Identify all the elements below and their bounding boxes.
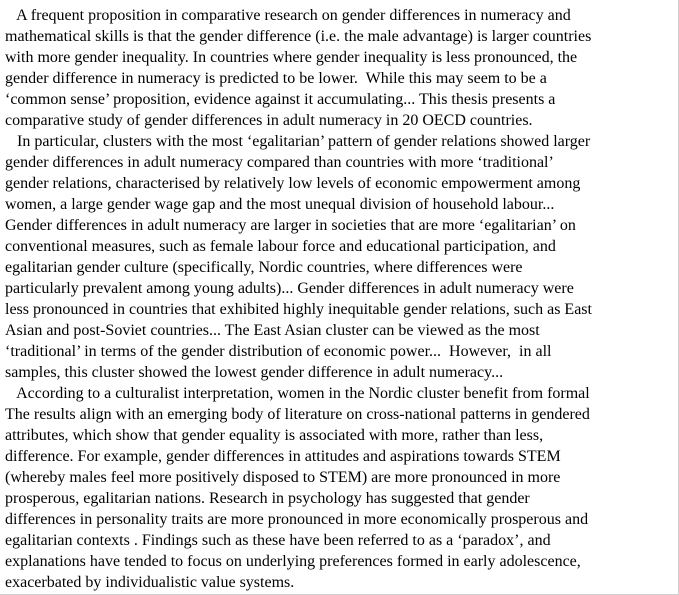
text-line: gender differences in adult numeracy compared than countries with more ‘traditional’ bbox=[5, 154, 554, 171]
text-line: explanations have tended to focus on underlying preferences formed in early adolescence, bbox=[5, 553, 581, 570]
text-line: egalitarian contexts . Findings such as these have been referred to as a ‘paradox’, and bbox=[5, 532, 551, 549]
text-line: According to a culturalist interpretation, women in the Nordic cluster benefit from formal bbox=[5, 385, 590, 402]
text-line: mathematical skills is that the gender difference (i.e. the male advantage) is larger countries bbox=[5, 28, 592, 45]
text-line: differences in personality traits are more pronounced in more economically prosperous and bbox=[5, 511, 589, 528]
text-line: ‘common sense’ proposition, evidence against it accumulating... This thesis presents a bbox=[5, 91, 556, 108]
text-line: Asian and post-Soviet countries... The East Asian cluster can be viewed as the most bbox=[5, 322, 540, 339]
text-line: The results align with an emerging body of literature on cross-national patterns in gendered bbox=[5, 406, 590, 423]
text-line: ‘traditional’ in terms of the gender distribution of economic power... However, in all bbox=[5, 343, 552, 360]
text-line: (whereby males feel more positively disposed to STEM) are more pronounced in more bbox=[5, 469, 561, 486]
text-line: particularly prevalent among young adults)... Gender differences in adult numeracy were bbox=[5, 280, 574, 297]
text-line: Gender differences in adult numeracy are larger in societies that are more ‘egalitarian’ on bbox=[5, 217, 576, 234]
text-line: comparative study of gender differences in adult numeracy in 20 OECD countries. bbox=[5, 112, 533, 129]
text-line: gender difference in numeracy is predicted to be lower. While this may seem to be a bbox=[5, 70, 547, 87]
text-line: conventional measures, such as female labour force and educational participation, and bbox=[5, 238, 556, 255]
text-line: gender relations, characterised by relatively low levels of economic empowerment among bbox=[5, 175, 581, 192]
text-line: difference. For example, gender differences in attitudes and aspirations towards STEM bbox=[5, 448, 561, 465]
text-line: with more gender inequality. In countries where gender inequality is less pronounced, the bbox=[5, 49, 578, 66]
text-line: attributes, which show that gender equality is associated with more, rather than less, bbox=[5, 427, 544, 444]
text-line: A frequent proposition in comparative research on gender differences in numeracy and bbox=[5, 7, 571, 24]
text-line: exacerbated by individualistic value systems. bbox=[5, 574, 295, 591]
text-line: women, a large gender wage gap and the most unequal division of household labour... bbox=[5, 196, 555, 213]
text-line: prosperous, egalitarian nations. Research in psychology has suggested that gender bbox=[5, 490, 530, 507]
text-line: In particular, clusters with the most ‘egalitarian’ pattern of gender relations showed larger bbox=[5, 133, 591, 150]
text-line: samples, this cluster showed the lowest gender difference in adult numeracy... bbox=[5, 364, 504, 381]
text-line: egalitarian gender culture (specifically, Nordic countries, where differences were bbox=[5, 259, 523, 276]
text-line: less pronounced in countries that exhibited highly inequitable gender relations, such as East bbox=[5, 301, 592, 318]
